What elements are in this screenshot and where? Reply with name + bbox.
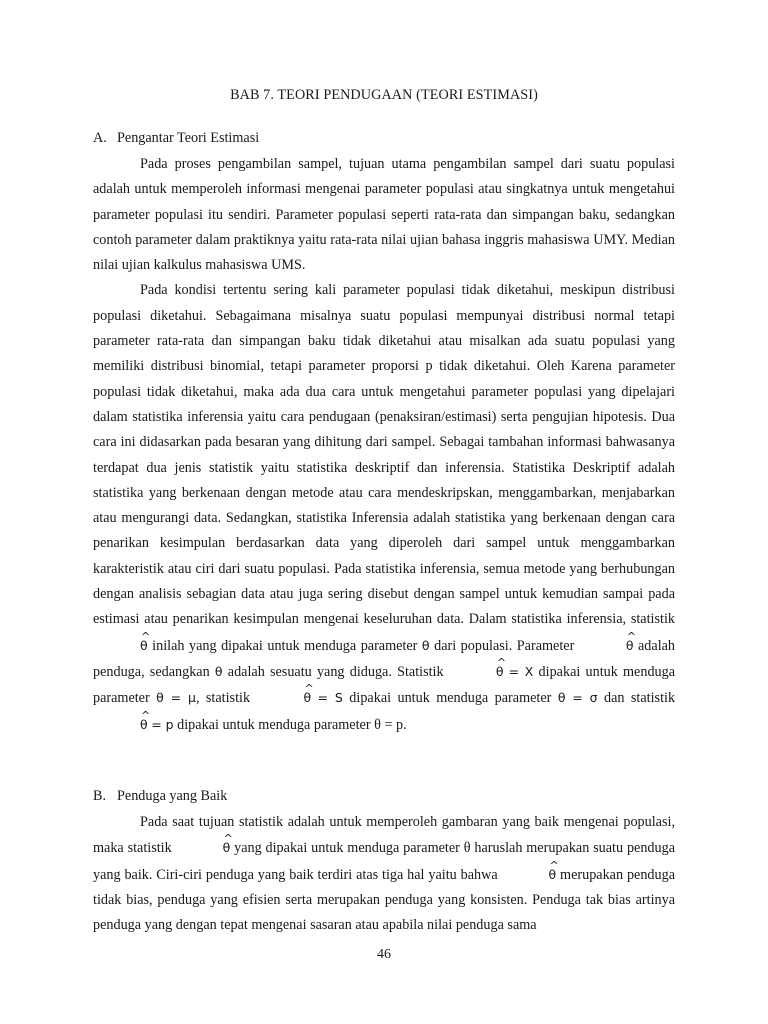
equation-p-hat: = p — [151, 716, 174, 732]
equation-theta-mu: θ = μ — [156, 690, 196, 706]
equation-s: = S — [317, 690, 343, 706]
theta-hat-symbol: ^ θ — [93, 633, 148, 658]
theta-symbol: θ — [421, 637, 430, 653]
theta-hat-symbol: ^ θ — [93, 712, 148, 737]
page-number: 46 — [377, 947, 391, 962]
theta-hat-symbol: ^ θ — [449, 659, 504, 684]
section-b-heading — [93, 788, 227, 805]
section-a-paragraph-1: Pada proses pengambilan sampel, tujuan utama pengambilan sampel dari suatu populasi adalah untuk memperoleh informasi mengenai parameter populasi atau singkatnya untuk mengetahui parameter populasi itu sendiri. Parameter populasi seperti rata-rata dan simpangan baku, sedangkan contoh parameter dalam praktiknya yaitu rata-rata nilai ujian bahasa inggris mahasiswa UMY. Median nilai ujian kalkulus mahasiswa UMS. — [93, 156, 675, 274]
section-a-title: Pengantar Teori Estimasi — [117, 130, 260, 146]
theta-symbol: θ — [214, 663, 223, 679]
section-b-title: Penduga yang Baik — [117, 788, 228, 804]
equation-x-bar: = X — [508, 663, 534, 679]
section-a-paragraph-2: Pada kondisi tertentu sering kali parameter populasi tidak diketahui, meskipun distribusi populasi diketahui. Sebagaimana misalnya suatu populasi mempunyai distribusi normal tetapi parameter rata-rata dan simpangan baku tidak diketahui atau misalkan ada suatu populasi yang memiliki distribusi binomial, tetapi parameter proporsi p tidak diketahui. Oleh Karena parameter populasi tidak diketahui, maka ada dua cara untuk mengetahui parameter populasi yang dipelajari dalam statistika inferensia yaitu cara pendugaan (penaksiran/estimasi) serta pengujian hipotesis. Dua cara ini didasarkan pada besaran yang dihitung dari sampel. Sebagai tambahan informasi bahwasanya terdapat dua jenis statistik yaitu statistika deskriptif dan inferensia. Statistika Deskriptif adalah statistika yang berkenaan dengan metode atau cara mendeskripskan, menggambarkan, menjabarkan atau mengurangi data. Sedangkan, statistika Inferensia adalah statistika yang berkenaan dengan cara penarikan kesimpulan berdasarkan data yang diperoleh dari sampel untuk menggambarkan karakteristik atau ciri dari suatu populasi. Pada statistika inferensia, semua metode yang berhubungan dengan analisis sebagian data atau juga sering disebut dengan sampel untuk kemudian sampai pada estimasi atau penarikan kesimpulan mengenai keseluruhan data. Dalam statistika inferensia, statistik ^ θ inilah yang dipakai untuk menduga parameter θ dari populasi. Parameter ^ θ adalah penduga, sedangkan θ adalah sesuatu yang diduga. Statistik ^ θ = X dipakai untuk menduga parameter θ = μ, statistik ^ θ = S dipakai untuk menduga parameter θ = σ dan statistik ^ θ = p dipakai untuk menduga parameter θ = p. — [93, 278, 675, 737]
section-b-label: B. — [93, 788, 107, 804]
theta-hat-symbol: ^ θ — [579, 633, 634, 658]
theta-hat-symbol: ^ θ — [502, 862, 557, 887]
chapter-title: BAB 7. TEORI PENDUGAAN (TEORI ESTIMASI) — [230, 87, 538, 103]
section-a-body — [93, 152, 675, 738]
theta-hat-symbol: ^ θ — [176, 835, 231, 860]
section-b-paragraph-1: Pada saat tujuan statistik adalah untuk memperoleh gambaran yang baik mengenai populasi, maka statistik ^ θ yang dipakai untuk menduga parameter θ haruslah merupakan suatu penduga yang baik. Ciri-ciri penduga yang baik terdiri atas tiga hal yaitu bahwa ^ θ merupakan penduga tidak bias, penduga yang efisien serta merupakan penduga yang konsisten. Penduga tak bias artinya penduga yang dengan tepat mengenai sasaran atau apabila nilai penduga sama — [93, 810, 675, 938]
section-a-label: A. — [93, 130, 107, 146]
theta-hat-symbol: ^ θ — [257, 685, 312, 710]
section-a-heading — [93, 130, 259, 147]
equation-theta-sigma: θ = σ — [557, 690, 598, 706]
section-b-body — [93, 810, 675, 938]
